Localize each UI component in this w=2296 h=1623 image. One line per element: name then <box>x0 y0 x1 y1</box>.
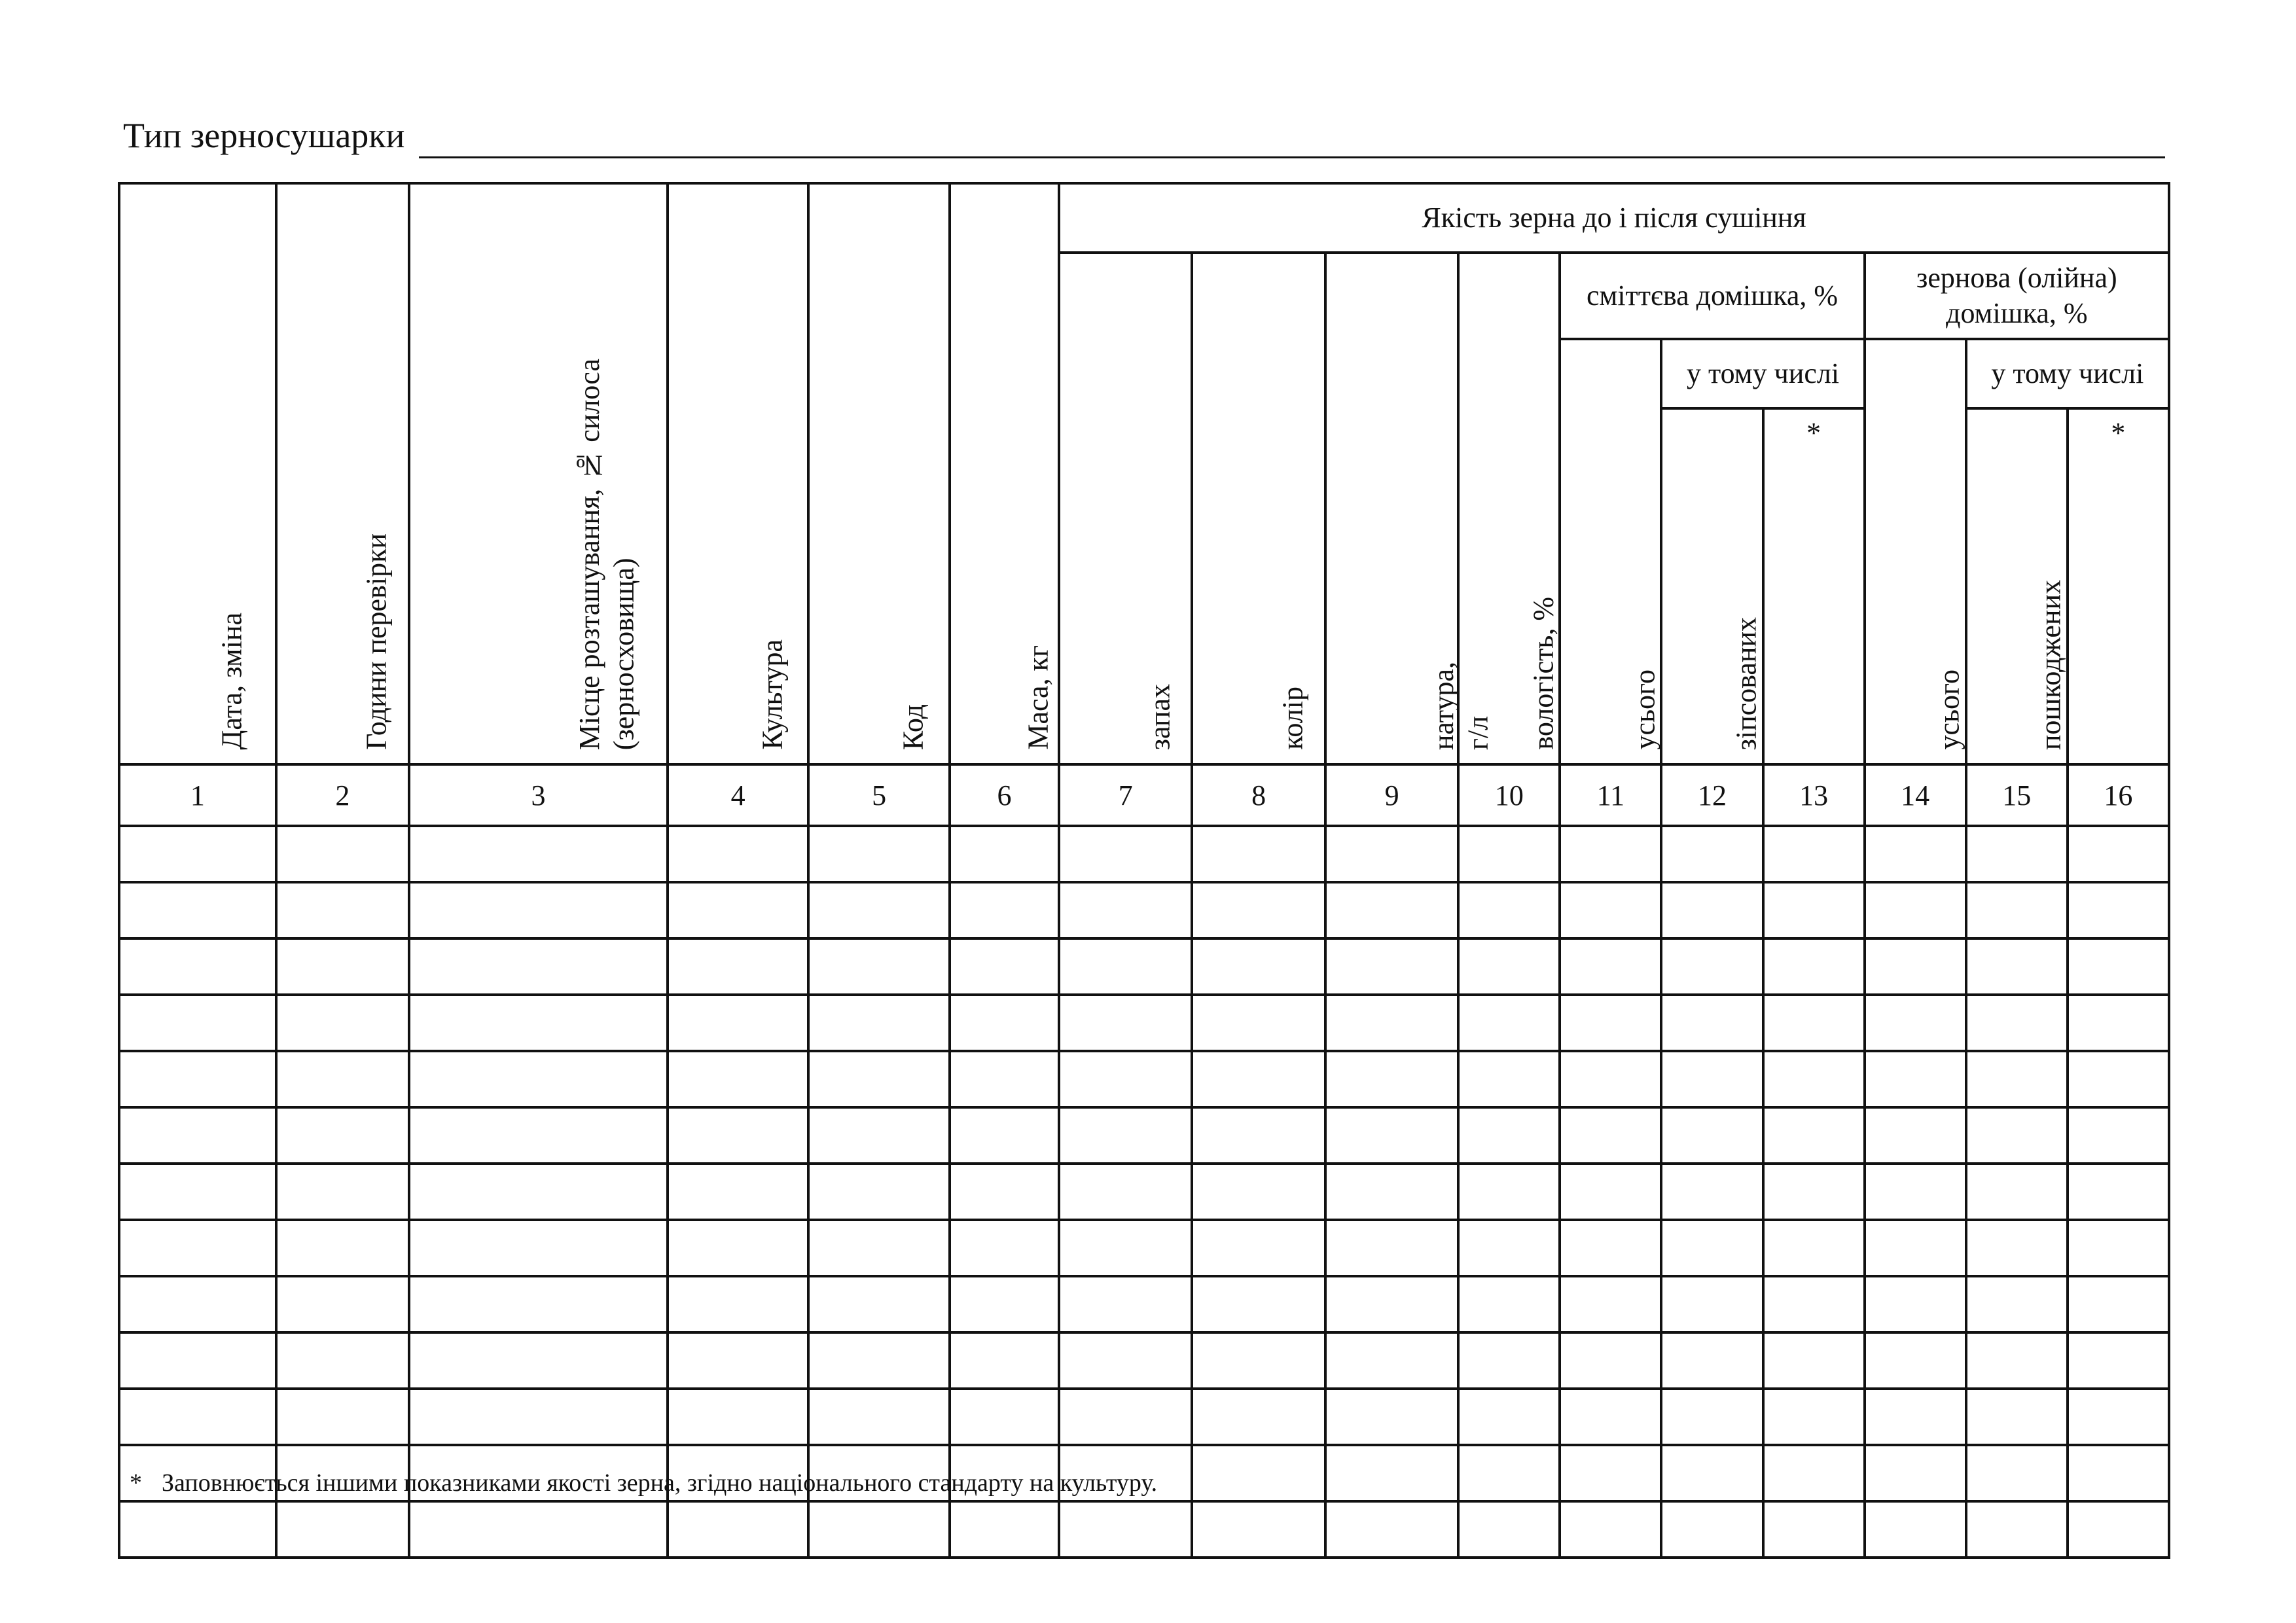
table-cell[interactable] <box>668 1501 809 1558</box>
header-location-label: Місце розташування, № силоса (зерносховища) <box>573 358 641 750</box>
table-cell[interactable] <box>1059 826 1192 882</box>
table-cell[interactable] <box>1865 1051 1966 1107</box>
table-cell[interactable] <box>1661 1220 1763 1276</box>
table-cell[interactable] <box>276 1220 409 1276</box>
header-test-weight <box>1325 253 1494 764</box>
table-cell[interactable] <box>1763 1220 1865 1276</box>
table-cell[interactable] <box>1966 1220 2068 1276</box>
column-number: 5 <box>808 764 950 826</box>
table-cell[interactable] <box>950 1220 1059 1276</box>
table-cell[interactable] <box>409 1389 668 1445</box>
table-cell[interactable] <box>409 995 668 1051</box>
table-cell[interactable] <box>1325 1051 1458 1107</box>
table-cell[interactable] <box>1763 1501 1865 1558</box>
table-cell[interactable] <box>1325 1389 1458 1445</box>
table-cell[interactable] <box>808 882 950 938</box>
header-spoiled <box>1661 408 1763 764</box>
table-cell[interactable] <box>808 1389 950 1445</box>
table-cell[interactable] <box>1192 826 1325 882</box>
table-cell[interactable] <box>1458 1107 1560 1164</box>
column-number: 11 <box>1560 764 1661 826</box>
table-cell[interactable] <box>1865 826 1966 882</box>
table-cell[interactable] <box>1560 1276 1661 1332</box>
column-number: 15 <box>1966 764 2068 826</box>
header-date-shift <box>119 183 276 764</box>
table-cell[interactable] <box>1458 995 1560 1051</box>
table-cell[interactable] <box>119 938 276 995</box>
table-cell[interactable] <box>668 1051 809 1107</box>
table-cell[interactable] <box>409 1164 668 1220</box>
table-cell[interactable] <box>1763 1332 1865 1389</box>
form-title: Тип зерносушарки <box>123 116 405 155</box>
table-cell[interactable] <box>409 1051 668 1107</box>
table-cell[interactable] <box>808 1220 950 1276</box>
column-number: 1 <box>119 764 276 826</box>
table-cell[interactable] <box>1966 1051 2068 1107</box>
table-row <box>119 1332 2169 1389</box>
table-cell[interactable] <box>1560 1220 1661 1276</box>
table-cell[interactable] <box>1966 1501 2068 1558</box>
table-cell[interactable] <box>1966 1389 2068 1445</box>
table-cell[interactable] <box>1325 1445 1458 1501</box>
footnote-text: Заповнюється іншими показниками якості зерна, згідно національного стандарту на культуру. <box>162 1469 1158 1497</box>
table-cell[interactable] <box>1763 882 1865 938</box>
table-cell[interactable] <box>1458 1332 1560 1389</box>
table-cell[interactable] <box>808 1276 950 1332</box>
table-cell[interactable] <box>1059 938 1192 995</box>
table-cell[interactable] <box>1763 1164 1865 1220</box>
table-cell[interactable] <box>1865 1445 1966 1501</box>
table-cell[interactable] <box>1661 1276 1763 1332</box>
table-cell[interactable] <box>1560 995 1661 1051</box>
table-cell[interactable] <box>119 1051 276 1107</box>
table-cell[interactable] <box>1192 1220 1325 1276</box>
table-cell[interactable] <box>1325 1107 1458 1164</box>
table-cell[interactable] <box>950 1051 1059 1107</box>
header-damaged-label: пошкоджених <box>2034 579 2067 750</box>
table-cell[interactable] <box>119 1220 276 1276</box>
table-cell[interactable] <box>950 995 1059 1051</box>
header-code <box>808 183 950 764</box>
table-cell[interactable] <box>1560 1051 1661 1107</box>
header-grain-total <box>1865 339 1966 764</box>
table-cell[interactable] <box>1661 1389 1763 1445</box>
table-cell[interactable] <box>409 826 668 882</box>
header-grain-other <box>2068 408 2169 764</box>
table-cell[interactable] <box>1059 1389 1192 1445</box>
table-cell[interactable] <box>1661 1164 1763 1220</box>
header-mass-label: Маса, кг <box>1022 645 1054 750</box>
table-cell[interactable] <box>409 882 668 938</box>
table-cell[interactable] <box>1560 1332 1661 1389</box>
column-number: 9 <box>1325 764 1458 826</box>
table-cell[interactable] <box>1865 1389 1966 1445</box>
table-cell[interactable] <box>1325 1276 1458 1332</box>
header-test-weight-label: натура, г/л <box>1427 661 1494 750</box>
header-trash-including: у тому числі <box>1661 339 1864 408</box>
table-cell[interactable] <box>1966 995 2068 1051</box>
table-cell[interactable] <box>276 1332 409 1389</box>
table-cell[interactable] <box>1661 995 1763 1051</box>
table-cell[interactable] <box>276 938 409 995</box>
table-cell[interactable] <box>276 1276 409 1332</box>
table-cell[interactable] <box>1661 882 1763 938</box>
column-number: 3 <box>409 764 668 826</box>
table-row <box>119 938 2169 995</box>
table-cell[interactable] <box>1192 1501 1325 1558</box>
header-trash-total-label: усього <box>1628 669 1661 750</box>
table-cell[interactable] <box>808 826 950 882</box>
table-cell[interactable] <box>1560 826 1661 882</box>
header-check-hours-label: Години перевірки <box>360 533 393 750</box>
header-trash-other <box>1763 408 1865 764</box>
footnote-mark: * <box>130 1469 142 1497</box>
table-cell[interactable] <box>1458 1164 1560 1220</box>
table-cell[interactable] <box>1763 1445 1865 1501</box>
table-cell[interactable] <box>668 995 809 1051</box>
table-cell[interactable] <box>1325 1332 1458 1389</box>
table-cell[interactable] <box>1661 1107 1763 1164</box>
table-cell[interactable] <box>668 882 809 938</box>
table-cell[interactable] <box>668 826 809 882</box>
table-cell[interactable] <box>1059 882 1192 938</box>
table-cell[interactable] <box>808 995 950 1051</box>
drying-journal-table <box>118 182 2170 1559</box>
table-cell[interactable] <box>119 1332 276 1389</box>
table-row <box>119 826 2169 882</box>
table-cell[interactable] <box>2068 938 2169 995</box>
table-cell[interactable] <box>1560 1501 1661 1558</box>
table-cell[interactable] <box>808 1501 950 1558</box>
table-cell[interactable] <box>1325 1501 1458 1558</box>
table-cell[interactable] <box>1560 1164 1661 1220</box>
table-cell[interactable] <box>1966 938 2068 995</box>
table-cell[interactable] <box>1763 1051 1865 1107</box>
table-cell[interactable] <box>1966 1164 2068 1220</box>
table-cell[interactable] <box>950 1389 1059 1445</box>
header-color-label: колір <box>1276 687 1309 750</box>
table-cell[interactable] <box>2068 882 2169 938</box>
table-cell[interactable] <box>276 1107 409 1164</box>
table-cell[interactable] <box>1661 1501 1763 1558</box>
table-cell[interactable] <box>276 1501 409 1558</box>
table-cell[interactable] <box>2068 826 2169 882</box>
table-cell[interactable] <box>1865 1501 1966 1558</box>
table-cell[interactable] <box>2068 995 2169 1051</box>
table-cell[interactable] <box>950 1107 1059 1164</box>
table-cell[interactable] <box>1661 1332 1763 1389</box>
header-mass <box>950 183 1059 764</box>
table-cell[interactable] <box>808 1332 950 1389</box>
header-crop-label: Культура <box>756 639 789 750</box>
table-cell[interactable] <box>119 1164 276 1220</box>
table-cell[interactable] <box>950 1332 1059 1389</box>
table-cell[interactable] <box>950 826 1059 882</box>
table-cell[interactable] <box>119 1389 276 1445</box>
table-cell[interactable] <box>1966 1332 2068 1389</box>
table-cell[interactable] <box>1560 1107 1661 1164</box>
table-cell[interactable] <box>950 1164 1059 1220</box>
table-row <box>119 1276 2169 1332</box>
table-cell[interactable] <box>409 938 668 995</box>
table-cell[interactable] <box>1059 1164 1192 1220</box>
table-cell[interactable] <box>1325 826 1458 882</box>
table-cell[interactable] <box>1763 826 1865 882</box>
table-cell[interactable] <box>808 1051 950 1107</box>
table-cell[interactable] <box>2068 1389 2169 1445</box>
table-cell[interactable] <box>409 1107 668 1164</box>
table-cell[interactable] <box>1059 1501 1192 1558</box>
table-cell[interactable] <box>2068 1445 2169 1501</box>
table-cell[interactable] <box>1325 938 1458 995</box>
table-cell[interactable] <box>1763 938 1865 995</box>
column-number: 4 <box>668 764 809 826</box>
header-color <box>1192 253 1325 764</box>
table-cell[interactable] <box>276 1389 409 1445</box>
table-cell[interactable] <box>668 1220 809 1276</box>
table-cell[interactable] <box>668 1389 809 1445</box>
header-smell-label: запах <box>1143 683 1176 750</box>
table-cell[interactable] <box>1059 1051 1192 1107</box>
table-cell[interactable] <box>1763 1107 1865 1164</box>
table-cell[interactable] <box>668 1332 809 1389</box>
table-cell[interactable] <box>119 995 276 1051</box>
table-cell[interactable] <box>668 938 809 995</box>
form-title-row <box>123 106 2165 158</box>
table-cell[interactable] <box>1059 1332 1192 1389</box>
footnote <box>130 1469 1157 1497</box>
table-cell[interactable] <box>1325 882 1458 938</box>
table-cell[interactable] <box>808 938 950 995</box>
table-cell[interactable] <box>276 882 409 938</box>
header-damaged <box>1966 408 2068 764</box>
table-cell[interactable] <box>808 1164 950 1220</box>
table-cell[interactable] <box>1865 1276 1966 1332</box>
table-cell[interactable] <box>409 1276 668 1332</box>
table-cell[interactable] <box>1966 1107 2068 1164</box>
table-cell[interactable] <box>1192 995 1325 1051</box>
table-cell[interactable] <box>1458 882 1560 938</box>
table-cell[interactable] <box>1458 1220 1560 1276</box>
table-cell[interactable] <box>1966 1276 2068 1332</box>
table-row <box>119 1107 2169 1164</box>
column-number: 8 <box>1192 764 1325 826</box>
table-cell[interactable] <box>1560 882 1661 938</box>
table-cell[interactable] <box>409 1220 668 1276</box>
table-cell[interactable] <box>1192 1051 1325 1107</box>
table-cell[interactable] <box>668 1164 809 1220</box>
table-cell[interactable] <box>1192 1107 1325 1164</box>
header-moisture-label: вологість, % <box>1527 597 1560 750</box>
table-cell[interactable] <box>2068 1051 2169 1107</box>
header-grain-group: зернова (олійна) домішка, % <box>1865 253 2169 339</box>
table-cell[interactable] <box>1192 882 1325 938</box>
header-location <box>409 183 668 764</box>
header-quality-group: Якість зерна до і після сушіння <box>1059 183 2169 253</box>
table-cell[interactable] <box>1458 1445 1560 1501</box>
table-cell[interactable] <box>1325 1220 1458 1276</box>
column-number: 13 <box>1763 764 1865 826</box>
table-cell[interactable] <box>2068 1501 2169 1558</box>
table-cell[interactable] <box>1458 1276 1560 1332</box>
table-cell[interactable] <box>1966 882 2068 938</box>
column-number: 2 <box>276 764 409 826</box>
column-number: 7 <box>1059 764 1192 826</box>
table-cell[interactable] <box>119 1501 276 1558</box>
table-cell[interactable] <box>950 1276 1059 1332</box>
header-moisture <box>1458 253 1560 764</box>
table-cell[interactable] <box>1325 995 1458 1051</box>
header-code-label: Код <box>897 704 929 750</box>
table-cell[interactable] <box>409 1501 668 1558</box>
table-cell[interactable] <box>1192 1389 1325 1445</box>
table-cell[interactable] <box>1192 938 1325 995</box>
table-cell[interactable] <box>1458 1051 1560 1107</box>
header-spoiled-label: зіпсованих <box>1730 616 1763 750</box>
column-number: 6 <box>950 764 1059 826</box>
header-crop <box>668 183 809 764</box>
table-cell[interactable] <box>668 1107 809 1164</box>
table-cell[interactable] <box>1325 1164 1458 1220</box>
table-cell[interactable] <box>276 826 409 882</box>
table-cell[interactable] <box>1661 938 1763 995</box>
column-number: 16 <box>2068 764 2169 826</box>
table-cell[interactable] <box>2068 1107 2169 1164</box>
table-cell[interactable] <box>1059 995 1192 1051</box>
header-check-hours <box>276 183 409 764</box>
table-cell[interactable] <box>1763 1389 1865 1445</box>
table-cell[interactable] <box>808 1107 950 1164</box>
table-cell[interactable] <box>950 882 1059 938</box>
table-cell[interactable] <box>1059 1276 1192 1332</box>
table-cell[interactable] <box>119 1107 276 1164</box>
table-cell[interactable] <box>1763 995 1865 1051</box>
table-cell[interactable] <box>276 995 409 1051</box>
table-cell[interactable] <box>1458 1501 1560 1558</box>
header-smell <box>1059 253 1192 764</box>
table-cell[interactable] <box>1661 1445 1763 1501</box>
table-cell[interactable] <box>1192 1276 1325 1332</box>
table-cell[interactable] <box>1966 826 2068 882</box>
table-cell[interactable] <box>1192 1445 1325 1501</box>
table-cell[interactable] <box>2068 1276 2169 1332</box>
table-cell[interactable] <box>1865 882 1966 938</box>
table-row <box>119 1051 2169 1107</box>
table-row <box>119 1389 2169 1445</box>
table-cell[interactable] <box>1661 1051 1763 1107</box>
table-cell[interactable] <box>119 1276 276 1332</box>
table-cell[interactable] <box>1059 1220 1192 1276</box>
table-cell[interactable] <box>1192 1332 1325 1389</box>
table-row <box>119 1220 2169 1276</box>
header-trash-total <box>1560 339 1661 764</box>
column-number: 10 <box>1458 764 1560 826</box>
table-cell[interactable] <box>1059 1107 1192 1164</box>
header-grain-other-mark: * <box>2111 417 2126 449</box>
table-cell[interactable] <box>276 1164 409 1220</box>
table-cell[interactable] <box>276 1051 409 1107</box>
table-cell[interactable] <box>950 938 1059 995</box>
table-cell[interactable] <box>1192 1164 1325 1220</box>
table-cell[interactable] <box>1865 1220 1966 1276</box>
table-cell[interactable] <box>1661 826 1763 882</box>
table-cell[interactable] <box>1560 1389 1661 1445</box>
table-cell[interactable] <box>1763 1276 1865 1332</box>
table-cell[interactable] <box>409 1332 668 1389</box>
table-cell[interactable] <box>1865 938 1966 995</box>
table-cell[interactable] <box>1458 938 1560 995</box>
table-cell[interactable] <box>1458 1389 1560 1445</box>
table-cell[interactable] <box>950 1501 1059 1558</box>
table-cell[interactable] <box>1865 1107 1966 1164</box>
column-numbers-row <box>119 764 2169 826</box>
header-grain-total-label: усього <box>1933 669 1965 750</box>
table-cell[interactable] <box>1458 826 1560 882</box>
header-trash-other-mark: * <box>1806 417 1821 449</box>
header-grain-including: у тому числі <box>1966 339 2169 408</box>
table-cell[interactable] <box>2068 1220 2169 1276</box>
table-row <box>119 1164 2169 1220</box>
column-number: 12 <box>1661 764 1763 826</box>
table-cell[interactable] <box>119 882 276 938</box>
table-row <box>119 1501 2169 1558</box>
table-cell[interactable] <box>1865 995 1966 1051</box>
dryer-type-input-line[interactable] <box>419 156 2165 158</box>
table-row <box>119 882 2169 938</box>
table-cell[interactable] <box>668 1276 809 1332</box>
table-cell[interactable] <box>1966 1445 2068 1501</box>
table-cell[interactable] <box>2068 1164 2169 1220</box>
table-cell[interactable] <box>1560 1445 1661 1501</box>
table-cell[interactable] <box>1560 938 1661 995</box>
header-date-shift-label: Дата, зміна <box>215 613 248 750</box>
table-cell[interactable] <box>1865 1164 1966 1220</box>
table-cell[interactable] <box>119 826 276 882</box>
table-cell[interactable] <box>2068 1332 2169 1389</box>
header-trash-group: сміттєва домішка, % <box>1560 253 1864 339</box>
table-cell[interactable] <box>1865 1332 1966 1389</box>
table-row <box>119 995 2169 1051</box>
column-number: 14 <box>1865 764 1966 826</box>
